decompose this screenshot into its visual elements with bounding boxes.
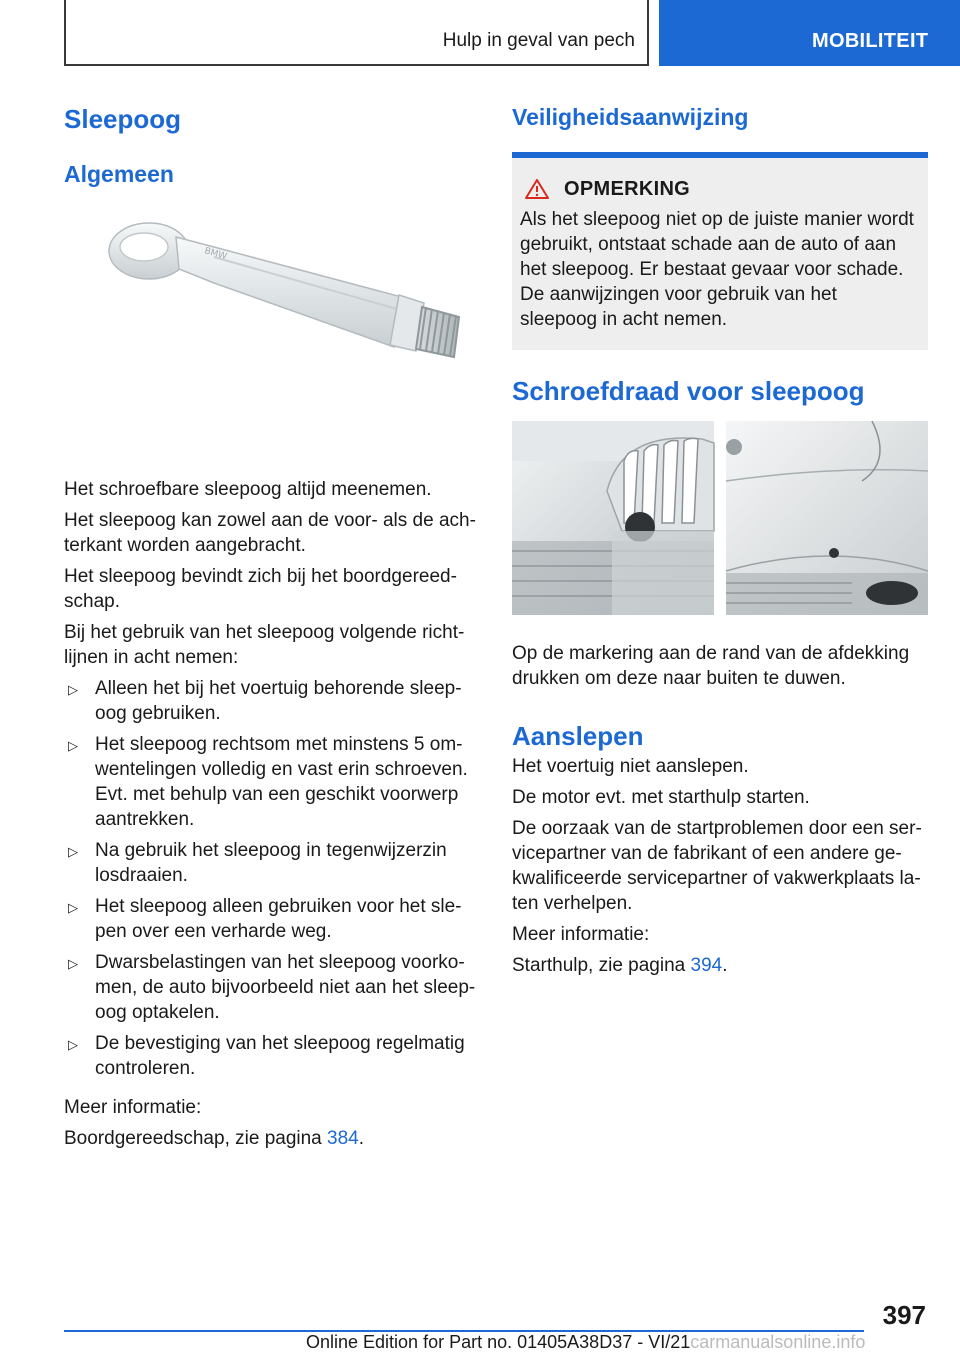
tow-eye-image [64,199,476,449]
bullet-triangle-icon: ▷ [68,1036,78,1052]
list-item: ▷ Het sleepoog rechtsom met minstens 5 om-wentelingen volledig en vast erin schroeven. Evt. met behulp van een geschikt voorwerp aantrekken. [68,733,468,830]
page-link-384[interactable]: 384 [327,1127,359,1149]
bullet-triangle-icon: ▷ [68,955,78,971]
section-title-sleepoog: Sleepoog [64,104,182,134]
footer-edition: Online Edition for Part no. 01405A38D37 - VI/21carmanualsonline.info [306,1332,866,1352]
paragraph: De motor evt. met starthulp starten. [512,786,810,808]
bumper-image [512,421,928,615]
page-reference: Boordgereedschap, zie pagina 384. [64,1127,365,1149]
list-item: ▷ Alleen het bij het voertuig behorende sleep-oog gebruiken. [68,677,462,724]
warning-triangle-icon [524,178,550,200]
list-item: ▷ De bevestiging van het sleepoog regelmatig controleren. [68,1032,465,1079]
more-info-label: Meer informatie: [64,1096,202,1118]
bullet-triangle-icon: ▷ [68,899,78,915]
list-item: ▷ Na gebruik het sleepoog in tegenwijzerzin losdraaien. [68,839,447,886]
bullet-triangle-icon: ▷ [68,681,78,697]
svg-text:BMW: BMW [203,246,228,262]
section-title-safety: Veiligheidsaanwijzing [512,104,749,130]
paragraph: Het sleepoog bevindt zich bij het boordgereed-schap. [64,565,457,612]
bullet-triangle-icon: ▷ [68,737,78,753]
tow-eye-illustration [64,199,476,449]
section-title-towing: Aanslepen [512,720,644,751]
watermark: carmanualsonline.info [690,1332,866,1352]
warning-label: OPMERKING [564,177,691,200]
bumper-photos [512,421,928,615]
list-item: ▷ Dwarsbelastingen van het sleepoog voorko-men, de auto bijvoorbeeld niet aan het sleep-oog optakelen. [68,951,476,1023]
warning-title [520,178,916,201]
page-reference: Starthulp, zie pagina 394. [512,954,728,976]
page-number: 397 [882,1300,926,1330]
paragraph: Het schroefbare sleepoog altijd meenemen. [64,478,432,500]
section-title-thread: Schroefdraad voor sleepoog [512,375,865,406]
warning-box [512,152,928,350]
header-section-title: Hulp in geval van pech [442,30,635,51]
warning-text: Als het sleepoog niet op de juiste manier wordt gebruikt, ontstaat schade aan de auto of aan het sleepoog. Er bestaat gevaar voor schade. De aanwijzingen voor gebruik van het sleepoog in acht nemen. [520,208,914,330]
list-item: ▷ Het sleepoog alleen gebruiken voor het sle-pen over een verharde weg. [68,895,462,942]
paragraph: Het sleepoog kan zowel aan de voor- als de ach-terkant worden aangebracht. [64,509,476,556]
bullet-triangle-icon: ▷ [68,843,78,859]
left-column [64,100,476,1157]
paragraph: Bij het gebruik van het sleepoog volgende richt-lijnen in acht nemen: [64,621,465,668]
right-column [512,100,928,984]
paragraph: Het voertuig niet aanslepen. [512,755,749,777]
subsection-title-algemeen: Algemeen [64,161,174,188]
guideline-list [64,676,476,1081]
page-link-394[interactable]: 394 [690,954,723,976]
header-chapter-tab[interactable]: MOBILITEIT [659,0,960,66]
thread-description: Op de markering aan de rand van de afdekking drukken om deze naar buiten te duwen. [512,642,910,689]
more-info-label: Meer informatie: [512,923,650,945]
paragraph: De oorzaak van de startproblemen door een ser-vicepartner van de fabrikant of een andere ge-kwalificeerde servicepartner of vakwerkplaats la-ten verhelpen. [512,817,922,914]
